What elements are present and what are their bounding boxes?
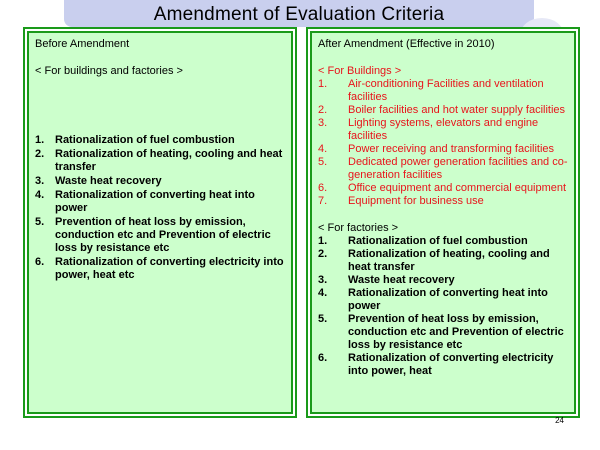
list-item: 3. Waste heat recovery (35, 175, 162, 187)
before-category: < For buildings and factories > (35, 65, 183, 77)
list-item: 4. Rationalization of converting heat into power (318, 287, 548, 312)
list-item: 1. Air-conditioning Facilities and ventilation facilities (318, 78, 544, 103)
buildings-list (318, 78, 568, 208)
list-item: 2. Boiler facilities and hot water supply facilities (318, 104, 566, 116)
list-item: 2. Rationalization of heating, cooling and heat transfer (35, 148, 283, 173)
slide-title: Amendment of Evaluation Criteria (153, 4, 445, 25)
list-item: 5. Dedicated power generation facilities and co-generation facilities (318, 156, 568, 181)
list-item: 6. Rationalization of converting electricity into power, heat (318, 352, 554, 377)
after-amendment-panel (310, 31, 576, 414)
list-item: 4. Power receiving and transforming facilities (318, 143, 555, 155)
list-item: 6. Office equipment and commercial equipment (318, 182, 567, 194)
list-item: 7. Equipment for business use (318, 195, 484, 207)
list-item: 3. Lighting systems, elevators and engine facilities (318, 117, 539, 142)
factories-category: < For factories > (318, 222, 399, 234)
list-item: 3. Waste heat recovery (318, 274, 455, 286)
list-item: 4. Rationalization of converting heat into power (35, 189, 255, 214)
list-item: 5. Prevention of heat loss by emission, conduction etc and Prevention of electric loss by resistance etc (35, 216, 271, 254)
list-item: 1. Rationalization of fuel combustion (35, 134, 235, 146)
page-number: 24 (555, 416, 564, 425)
list-item: 1. Rationalization of fuel combustion (318, 235, 528, 247)
after-heading: After Amendment (Effective in 2010) (318, 38, 495, 50)
before-heading: Before Amendment (35, 38, 130, 50)
factories-list (318, 235, 568, 378)
list-item: 6. Rationalization of converting electricity into power, heat etc (35, 256, 284, 281)
buildings-category: < For Buildings > (318, 65, 402, 77)
before-list (35, 134, 285, 282)
list-item: 5. Prevention of heat loss by emission, conduction etc and Prevention of electric loss by resistance etc (318, 313, 564, 351)
list-item: 2. Rationalization of heating, cooling and heat transfer (318, 248, 550, 273)
before-amendment-panel (27, 31, 293, 414)
